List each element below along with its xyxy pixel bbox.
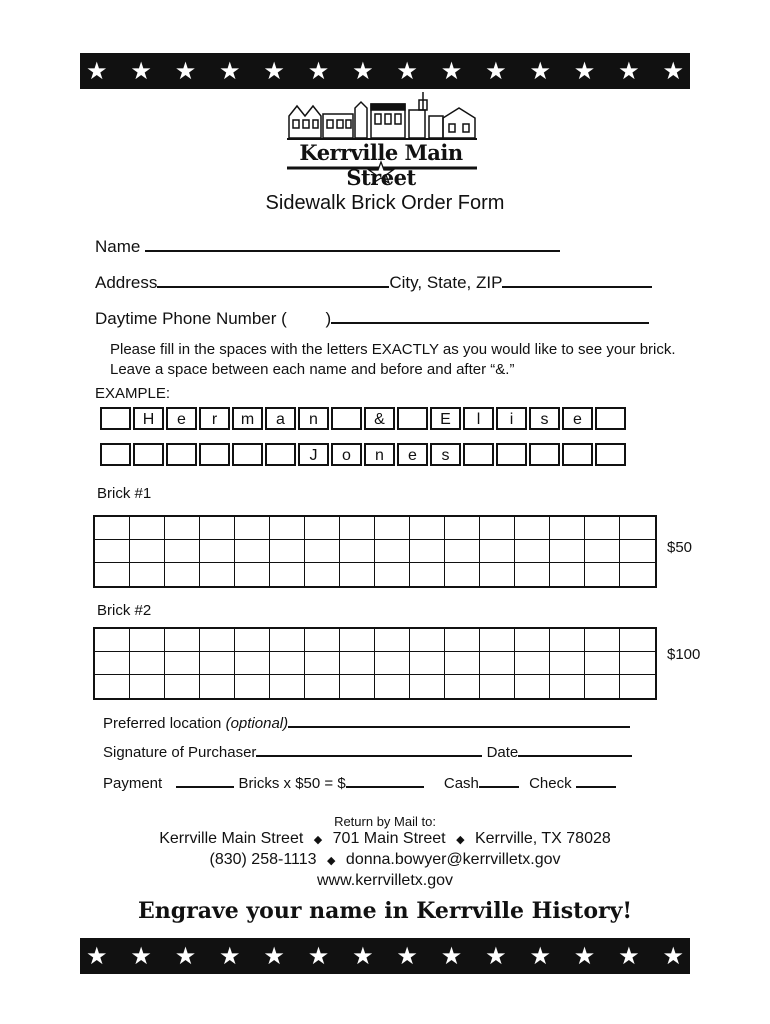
org-name: Kerrville Main Street — [159, 830, 304, 847]
star-icon: ★ — [618, 57, 640, 85]
brick-letter-cell[interactable] — [375, 540, 410, 563]
brick-letter-cell[interactable] — [375, 629, 410, 652]
website-link[interactable]: www.kerrvilletx.gov — [316, 872, 454, 889]
brick-letter-cell[interactable] — [445, 517, 480, 540]
example-letter-cell: o — [331, 443, 362, 466]
brick2-label: Brick #2 — [97, 602, 152, 619]
brick-letter-cell[interactable] — [515, 517, 550, 540]
phone-label: Daytime Phone Number ( — [95, 309, 287, 328]
brick-letter-cell[interactable] — [305, 540, 340, 563]
brick-letter-cell[interactable] — [95, 540, 130, 563]
brick-letter-cell[interactable] — [620, 652, 655, 675]
name-line[interactable] — [145, 236, 560, 252]
brick-letter-cell[interactable] — [235, 675, 270, 698]
brick-letter-cell[interactable] — [200, 540, 235, 563]
brick-letter-cell[interactable] — [200, 517, 235, 540]
example-letter-cell: n — [364, 443, 395, 466]
star-icon: ★ — [662, 942, 684, 970]
brick-row — [95, 540, 655, 563]
star-icon: ★ — [307, 942, 330, 970]
star-icon: ★ — [352, 942, 374, 970]
star-icon: ★ — [130, 942, 152, 970]
brick-letter-cell[interactable] — [130, 540, 165, 563]
diamond-icon: ◆ — [327, 855, 336, 867]
brick-letter-cell[interactable] — [95, 517, 130, 540]
star-icon: ★ — [529, 942, 551, 970]
phone-line[interactable] — [331, 308, 649, 324]
example-row-2 — [100, 443, 628, 466]
star-icon: ★ — [573, 57, 596, 85]
phone-field[interactable] — [95, 308, 649, 329]
brick-letter-cell[interactable] — [445, 675, 480, 698]
city-state-zip-line[interactable] — [502, 272, 652, 288]
phone-number: (830) 258-1113 — [209, 851, 317, 868]
instructions-text: Please fill in the spaces with the letters EXACTLY as you would like to see your brick. Leave a space between each name and before and after “&.” — [110, 341, 676, 378]
star-icon: ★ — [662, 57, 684, 85]
brick-letter-cell[interactable] — [410, 540, 445, 563]
star-icon: ★ — [440, 942, 463, 970]
star-icon: ★ — [219, 57, 241, 85]
example-letter-cell — [595, 443, 626, 466]
brick-row — [95, 517, 655, 540]
example-letter-cell — [166, 443, 197, 466]
star-icon: ★ — [396, 57, 418, 85]
brick-letter-cell[interactable] — [165, 540, 200, 563]
brick-letter-cell[interactable] — [200, 652, 235, 675]
star-icon: ★ — [219, 942, 241, 970]
brick-letter-cell[interactable] — [340, 517, 375, 540]
brick-letter-cell[interactable] — [95, 652, 130, 675]
star-icon: ★ — [263, 57, 285, 85]
brick-letter-cell[interactable] — [235, 652, 270, 675]
preferred-location-label: Preferred location — [103, 715, 226, 732]
contact-address-line — [0, 830, 770, 848]
example-row-1 — [100, 407, 628, 430]
preferred-location-line[interactable] — [288, 712, 630, 728]
example-letter-cell — [199, 443, 230, 466]
example-letter-cell: s — [529, 407, 560, 430]
diamond-icon: ◆ — [313, 834, 323, 846]
signature-line[interactable] — [256, 741, 482, 757]
brick-letter-cell[interactable] — [270, 563, 305, 586]
brick-letter-cell[interactable] — [550, 563, 585, 586]
brick-letter-cell[interactable] — [375, 675, 410, 698]
brick-letter-cell[interactable] — [445, 629, 480, 652]
brick1-price: $50 — [667, 539, 693, 556]
brick-letter-cell[interactable] — [340, 652, 375, 675]
brick-letter-cell[interactable] — [305, 652, 340, 675]
star-icon: ★ — [529, 57, 551, 85]
star-icon: ★ — [440, 57, 463, 85]
brick-letter-cell[interactable] — [130, 629, 165, 652]
payment-field[interactable] — [103, 772, 616, 792]
contact-phone-line — [0, 851, 770, 869]
brick1-label: Brick #1 — [97, 485, 152, 502]
brick-letter-cell[interactable] — [165, 675, 200, 698]
example-letter-cell — [463, 443, 494, 466]
form-title: Sidewalk Brick Order Form — [265, 192, 505, 214]
brick-letter-cell[interactable] — [550, 517, 585, 540]
top-star-bar — [80, 53, 690, 89]
example-letter-cell — [265, 443, 296, 466]
diamond-icon: ◆ — [456, 834, 465, 846]
brick-letter-cell[interactable] — [165, 563, 200, 586]
brick2-price: $100 — [667, 646, 701, 663]
brick-letter-cell[interactable] — [585, 540, 620, 563]
brick-letter-cell[interactable] — [550, 652, 585, 675]
brick-letter-cell[interactable] — [340, 563, 375, 586]
example-letter-cell: E — [430, 407, 461, 430]
brick-letter-cell[interactable] — [200, 675, 235, 698]
star-icon: ★ — [396, 942, 418, 970]
brick-letter-cell[interactable] — [130, 563, 165, 586]
example-letter-cell — [100, 443, 131, 466]
brick-letter-cell[interactable] — [165, 517, 200, 540]
example-letter-cell: a — [265, 407, 296, 430]
signature-field[interactable] — [103, 741, 632, 761]
brick-letter-cell[interactable] — [95, 629, 130, 652]
example-letter-cell — [529, 443, 560, 466]
example-letter-cell — [397, 407, 428, 430]
brick-letter-cell[interactable] — [270, 540, 305, 563]
brick-letter-cell[interactable] — [585, 675, 620, 698]
brick-letter-cell[interactable] — [515, 629, 550, 652]
brick-letter-cell[interactable] — [410, 629, 445, 652]
star-icon: ★ — [86, 942, 108, 970]
example-letter-cell: e — [562, 407, 593, 430]
brick-letter-cell[interactable] — [515, 652, 550, 675]
example-letter-cell — [496, 443, 527, 466]
star-icon: ★ — [174, 942, 197, 970]
brick-letter-cell[interactable] — [235, 517, 270, 540]
brick-letter-cell[interactable] — [270, 629, 305, 652]
brick1-grid[interactable] — [93, 515, 657, 588]
brick-letter-cell[interactable] — [550, 540, 585, 563]
brick-letter-cell[interactable] — [515, 675, 550, 698]
tagline: Engrave your name in Kerrville History! — [137, 898, 633, 924]
brick-row — [95, 652, 655, 675]
city-state-zip-label: City, State, ZIP — [389, 273, 503, 292]
example-letter-cell — [595, 407, 626, 430]
brick-letter-cell[interactable] — [445, 540, 480, 563]
brick-letter-cell[interactable] — [130, 675, 165, 698]
brick-letter-cell[interactable] — [445, 652, 480, 675]
brick-letter-cell[interactable] — [480, 517, 515, 540]
brick-letter-cell[interactable] — [410, 563, 445, 586]
brick-letter-cell[interactable] — [585, 563, 620, 586]
star-icon: ★ — [174, 57, 197, 85]
star-icon: ★ — [86, 57, 108, 85]
brick-row — [95, 563, 655, 586]
brick-row — [95, 675, 655, 698]
date-line[interactable] — [518, 741, 632, 757]
brick-letter-cell[interactable] — [200, 563, 235, 586]
brick-letter-cell[interactable] — [130, 517, 165, 540]
brick-letter-cell[interactable] — [620, 563, 655, 586]
example-letter-cell: H — [133, 407, 164, 430]
brick-letter-cell[interactable] — [375, 652, 410, 675]
star-icon: ★ — [573, 942, 596, 970]
bottom-star-bar — [80, 938, 690, 974]
example-letter-cell — [133, 443, 164, 466]
brick-letter-cell[interactable] — [235, 540, 270, 563]
brick-letter-cell[interactable] — [515, 540, 550, 563]
address-line[interactable] — [157, 272, 389, 288]
brick-letter-cell[interactable] — [585, 652, 620, 675]
brick-letter-cell[interactable] — [235, 563, 270, 586]
brick-letter-cell[interactable] — [515, 563, 550, 586]
total-amount-line[interactable] — [346, 772, 424, 788]
return-by-mail-label: Return by Mail to: — [334, 814, 436, 829]
brick-letter-cell[interactable] — [340, 629, 375, 652]
star-icon: ★ — [485, 57, 507, 85]
brick-letter-cell[interactable] — [200, 629, 235, 652]
brick-letter-cell[interactable] — [340, 675, 375, 698]
brick-letter-cell[interactable] — [585, 629, 620, 652]
brick-letter-cell[interactable] — [620, 675, 655, 698]
address-label: Address — [95, 273, 158, 292]
example-letter-cell: n — [298, 407, 329, 430]
brick-letter-cell[interactable] — [620, 629, 655, 652]
brick-letter-cell[interactable] — [165, 652, 200, 675]
example-letter-cell — [562, 443, 593, 466]
check-label: Check — [529, 775, 572, 792]
brick-letter-cell[interactable] — [480, 652, 515, 675]
star-icon: ★ — [263, 942, 285, 970]
signature-label: Signature of Purchaser — [103, 744, 257, 761]
city-address: Kerrville, TX 78028 — [474, 830, 611, 847]
brick2-grid[interactable] — [93, 627, 657, 700]
star-icon: ★ — [618, 942, 640, 970]
cash-label: Cash — [443, 775, 479, 792]
brick-letter-cell[interactable] — [235, 629, 270, 652]
bricks-x-label: Bricks x $50 = $ — [238, 775, 346, 792]
brick-letter-cell[interactable] — [165, 629, 200, 652]
brick-letter-cell[interactable] — [375, 563, 410, 586]
brick-letter-cell[interactable] — [585, 517, 620, 540]
brick-letter-cell[interactable] — [305, 629, 340, 652]
star-icon: ★ — [130, 57, 152, 85]
brick-count-line[interactable] — [176, 772, 234, 788]
brick-letter-cell[interactable] — [620, 517, 655, 540]
brick-letter-cell[interactable] — [410, 675, 445, 698]
example-letter-cell — [232, 443, 263, 466]
brick-letter-cell[interactable] — [130, 652, 165, 675]
logo-text: Kerrville Main Street — [299, 140, 463, 190]
example-letter-cell: & — [364, 407, 395, 430]
example-letter-cell: m — [232, 407, 263, 430]
brick-letter-cell[interactable] — [305, 675, 340, 698]
brick-letter-cell[interactable] — [305, 563, 340, 586]
brick-letter-cell[interactable] — [410, 652, 445, 675]
brick-letter-cell[interactable] — [270, 517, 305, 540]
payment-label: Payment — [103, 775, 163, 792]
email-address[interactable]: donna.bowyer@kerrvilletx.gov — [345, 851, 561, 868]
example-letter-cell: e — [166, 407, 197, 430]
brick-letter-cell[interactable] — [95, 563, 130, 586]
star-icon: ★ — [352, 57, 374, 85]
example-letter-cell: r — [199, 407, 230, 430]
address-field[interactable] — [95, 272, 652, 293]
brick-row — [95, 629, 655, 652]
brick-letter-cell[interactable] — [95, 675, 130, 698]
date-label: Date — [486, 744, 519, 761]
cash-line[interactable] — [479, 772, 519, 788]
street-address: 701 Main Street — [332, 830, 446, 847]
brick-letter-cell[interactable] — [270, 652, 305, 675]
star-icon: ★ — [307, 57, 330, 85]
brick-letter-cell[interactable] — [550, 629, 585, 652]
brick-letter-cell[interactable] — [480, 629, 515, 652]
check-line[interactable] — [576, 772, 616, 788]
brick-letter-cell[interactable] — [480, 675, 515, 698]
optional-label: (optional) — [225, 715, 289, 732]
star-icon: ★ — [485, 942, 507, 970]
example-letter-cell — [100, 407, 131, 430]
brick-letter-cell[interactable] — [375, 517, 410, 540]
example-label: EXAMPLE: — [95, 385, 171, 402]
preferred-location-field[interactable] — [103, 712, 630, 732]
brick-letter-cell[interactable] — [480, 540, 515, 563]
brick-letter-cell[interactable] — [340, 540, 375, 563]
brick-letter-cell[interactable] — [270, 675, 305, 698]
brick-letter-cell[interactable] — [305, 517, 340, 540]
phone-close-paren: ) — [325, 309, 332, 328]
example-letter-cell: J — [298, 443, 329, 466]
name-field[interactable] — [95, 236, 560, 257]
brick-letter-cell[interactable] — [410, 517, 445, 540]
example-letter-cell: i — [496, 407, 527, 430]
name-label: Name — [95, 237, 141, 256]
brick-letter-cell[interactable] — [550, 675, 585, 698]
brick-letter-cell[interactable] — [620, 540, 655, 563]
brick-letter-cell[interactable] — [480, 563, 515, 586]
brick-letter-cell[interactable] — [445, 563, 480, 586]
example-letter-cell: s — [430, 443, 461, 466]
example-letter-cell: l — [463, 407, 494, 430]
example-letter-cell — [331, 407, 362, 430]
example-letter-cell: e — [397, 443, 428, 466]
